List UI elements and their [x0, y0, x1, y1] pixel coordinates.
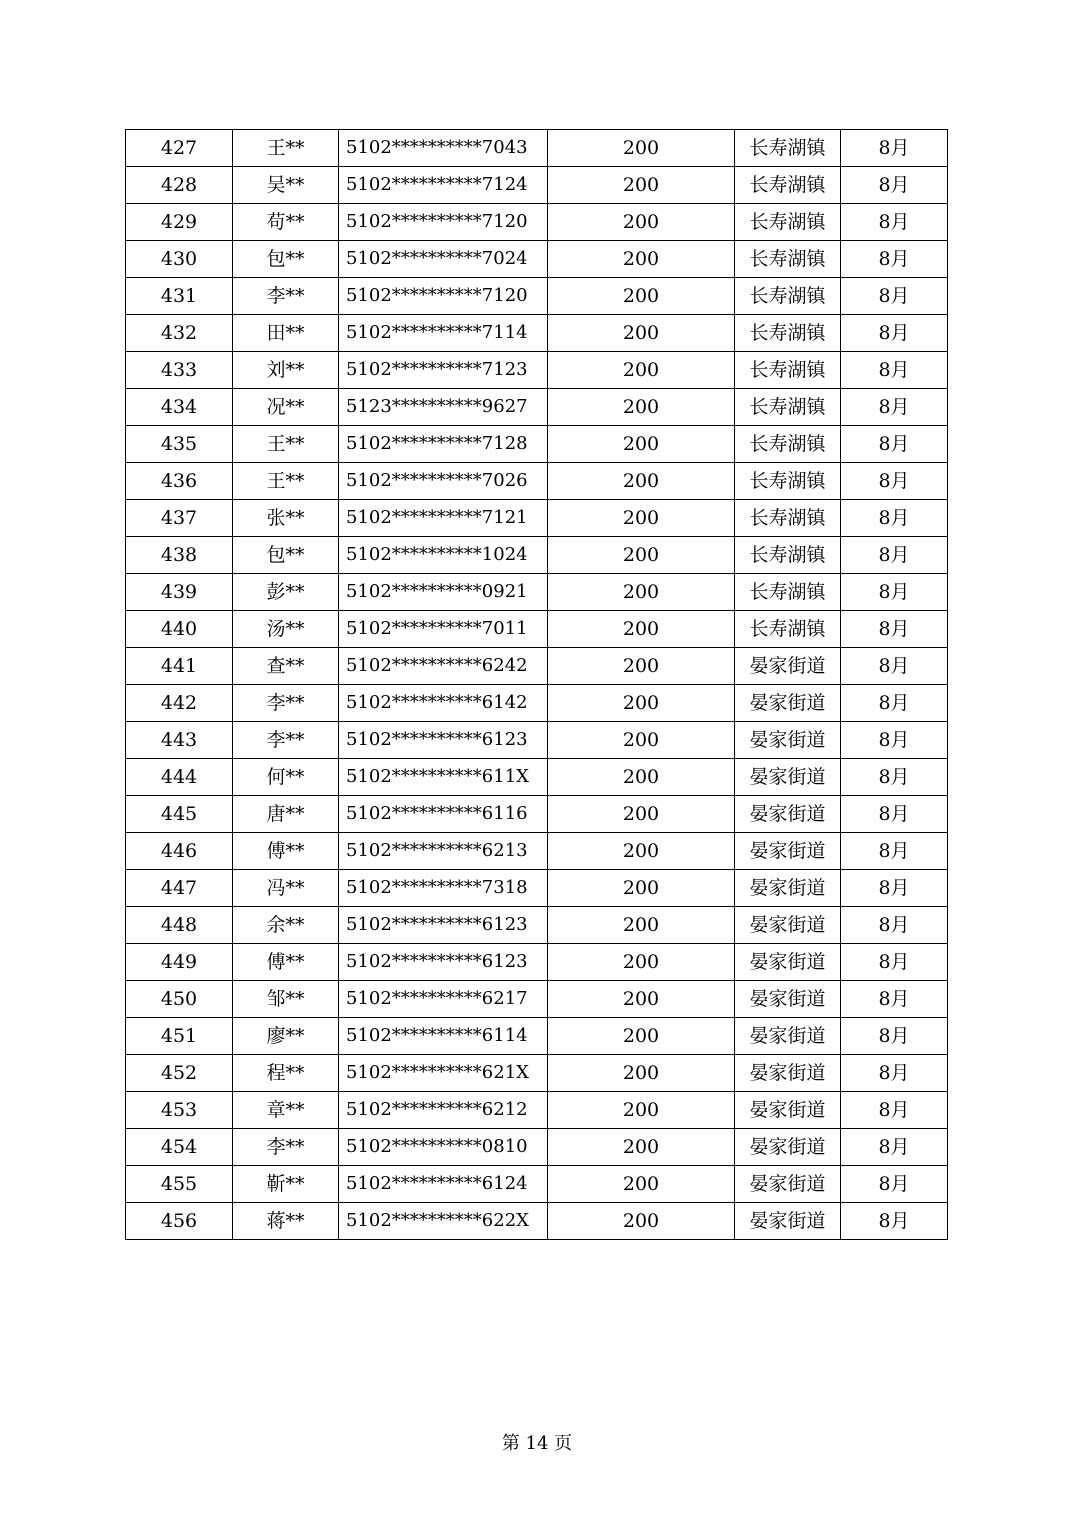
cell-name: 况**: [233, 389, 339, 426]
cell-name: 汤**: [233, 611, 339, 648]
cell-amount: 200: [548, 796, 735, 833]
cell-id-number: 5102**********6123: [339, 722, 548, 759]
cell-amount: 200: [548, 648, 735, 685]
cell-serial-number: 434: [126, 389, 233, 426]
cell-name: 程**: [233, 1055, 339, 1092]
table-row: [126, 1055, 948, 1092]
cell-area: 长寿湖镇: [735, 611, 841, 648]
cell-month: 8月: [841, 944, 948, 981]
cell-serial-number: 456: [126, 1203, 233, 1240]
table-row: [126, 944, 948, 981]
cell-name: 余**: [233, 907, 339, 944]
cell-amount: 200: [548, 167, 735, 204]
table-row: [126, 685, 948, 722]
cell-id-number: 5102**********6217: [339, 981, 548, 1018]
cell-area: 长寿湖镇: [735, 389, 841, 426]
cell-serial-number: 429: [126, 204, 233, 241]
cell-amount: 200: [548, 315, 735, 352]
cell-serial-number: 446: [126, 833, 233, 870]
cell-area: 晏家街道: [735, 981, 841, 1018]
cell-serial-number: 447: [126, 870, 233, 907]
cell-area: 长寿湖镇: [735, 426, 841, 463]
table-row: [126, 870, 948, 907]
cell-amount: 200: [548, 352, 735, 389]
cell-id-number: 5102**********6116: [339, 796, 548, 833]
cell-id-number: 5102**********7114: [339, 315, 548, 352]
cell-id-number: 5102**********6123: [339, 907, 548, 944]
cell-id-number: 5102**********7120: [339, 204, 548, 241]
cell-amount: 200: [548, 500, 735, 537]
cell-month: 8月: [841, 1129, 948, 1166]
cell-name: 李**: [233, 1129, 339, 1166]
cell-serial-number: 438: [126, 537, 233, 574]
cell-name: 刘**: [233, 352, 339, 389]
table-row: [126, 722, 948, 759]
cell-month: 8月: [841, 167, 948, 204]
cell-area: 长寿湖镇: [735, 130, 841, 167]
cell-serial-number: 454: [126, 1129, 233, 1166]
cell-serial-number: 455: [126, 1166, 233, 1203]
cell-area: 晏家街道: [735, 1055, 841, 1092]
page-number: 第 14 页: [501, 1433, 573, 1454]
cell-id-number: 5102**********1024: [339, 537, 548, 574]
cell-month: 8月: [841, 833, 948, 870]
cell-serial-number: 439: [126, 574, 233, 611]
table-row: [126, 611, 948, 648]
cell-serial-number: 427: [126, 130, 233, 167]
cell-area: 晏家街道: [735, 1092, 841, 1129]
cell-name: 李**: [233, 278, 339, 315]
cell-id-number: 5102**********7121: [339, 500, 548, 537]
cell-name: 张**: [233, 500, 339, 537]
cell-amount: 200: [548, 389, 735, 426]
cell-amount: 200: [548, 907, 735, 944]
cell-serial-number: 445: [126, 796, 233, 833]
cell-month: 8月: [841, 722, 948, 759]
cell-serial-number: 430: [126, 241, 233, 278]
cell-area: 晏家街道: [735, 1018, 841, 1055]
cell-serial-number: 450: [126, 981, 233, 1018]
table-row: [126, 796, 948, 833]
table-row: [126, 907, 948, 944]
cell-name: 靳**: [233, 1166, 339, 1203]
cell-month: 8月: [841, 1055, 948, 1092]
cell-amount: 200: [548, 278, 735, 315]
cell-name: 廖**: [233, 1018, 339, 1055]
cell-month: 8月: [841, 130, 948, 167]
table-row: [126, 204, 948, 241]
cell-area: 晏家街道: [735, 833, 841, 870]
table-row: [126, 1092, 948, 1129]
cell-id-number: 5102**********7120: [339, 278, 548, 315]
table-row: [126, 241, 948, 278]
cell-amount: 200: [548, 204, 735, 241]
cell-amount: 200: [548, 426, 735, 463]
cell-month: 8月: [841, 389, 948, 426]
cell-area: 晏家街道: [735, 759, 841, 796]
cell-name: 何**: [233, 759, 339, 796]
cell-month: 8月: [841, 685, 948, 722]
cell-id-number: 5102**********7318: [339, 870, 548, 907]
cell-area: 晏家街道: [735, 944, 841, 981]
cell-area: 晏家街道: [735, 1166, 841, 1203]
cell-id-number: 5102**********7026: [339, 463, 548, 500]
cell-id-number: 5102**********6124: [339, 1166, 548, 1203]
table-row: [126, 352, 948, 389]
cell-serial-number: 437: [126, 500, 233, 537]
table-row: [126, 1129, 948, 1166]
cell-amount: 200: [548, 1018, 735, 1055]
table-row: [126, 500, 948, 537]
cell-name: 李**: [233, 722, 339, 759]
cell-month: 8月: [841, 1203, 948, 1240]
cell-name: 邹**: [233, 981, 339, 1018]
table-row: [126, 130, 948, 167]
cell-amount: 200: [548, 1129, 735, 1166]
cell-id-number: 5102**********6142: [339, 685, 548, 722]
cell-month: 8月: [841, 907, 948, 944]
cell-amount: 200: [548, 611, 735, 648]
cell-month: 8月: [841, 981, 948, 1018]
cell-area: 长寿湖镇: [735, 352, 841, 389]
table-row: [126, 981, 948, 1018]
cell-serial-number: 436: [126, 463, 233, 500]
cell-area: 长寿湖镇: [735, 278, 841, 315]
cell-name: 蒋**: [233, 1203, 339, 1240]
table-row: [126, 1018, 948, 1055]
cell-name: 苟**: [233, 204, 339, 241]
cell-name: 包**: [233, 537, 339, 574]
cell-month: 8月: [841, 426, 948, 463]
cell-area: 长寿湖镇: [735, 204, 841, 241]
cell-area: 长寿湖镇: [735, 537, 841, 574]
cell-area: 晏家街道: [735, 722, 841, 759]
cell-amount: 200: [548, 574, 735, 611]
cell-amount: 200: [548, 759, 735, 796]
cell-area: 晏家街道: [735, 1129, 841, 1166]
cell-serial-number: 435: [126, 426, 233, 463]
cell-serial-number: 440: [126, 611, 233, 648]
cell-serial-number: 442: [126, 685, 233, 722]
table-row: [126, 315, 948, 352]
cell-area: 晏家街道: [735, 685, 841, 722]
cell-month: 8月: [841, 1092, 948, 1129]
cell-name: 吴**: [233, 167, 339, 204]
cell-serial-number: 431: [126, 278, 233, 315]
cell-name: 李**: [233, 685, 339, 722]
cell-id-number: 5102**********7011: [339, 611, 548, 648]
cell-area: 晏家街道: [735, 796, 841, 833]
cell-month: 8月: [841, 204, 948, 241]
cell-area: 长寿湖镇: [735, 574, 841, 611]
cell-name: 王**: [233, 130, 339, 167]
cell-month: 8月: [841, 611, 948, 648]
cell-month: 8月: [841, 648, 948, 685]
table-row: [126, 167, 948, 204]
cell-area: 晏家街道: [735, 907, 841, 944]
cell-name: 查**: [233, 648, 339, 685]
cell-serial-number: 452: [126, 1055, 233, 1092]
cell-serial-number: 448: [126, 907, 233, 944]
cell-month: 8月: [841, 870, 948, 907]
cell-area: 长寿湖镇: [735, 167, 841, 204]
table-row: [126, 574, 948, 611]
cell-serial-number: 441: [126, 648, 233, 685]
cell-month: 8月: [841, 241, 948, 278]
cell-serial-number: 449: [126, 944, 233, 981]
cell-month: 8月: [841, 463, 948, 500]
cell-name: 王**: [233, 426, 339, 463]
cell-id-number: 5102**********6213: [339, 833, 548, 870]
roster-table: [125, 129, 948, 1240]
cell-serial-number: 433: [126, 352, 233, 389]
cell-month: 8月: [841, 796, 948, 833]
cell-month: 8月: [841, 315, 948, 352]
cell-amount: 200: [548, 130, 735, 167]
cell-id-number: 5102**********7124: [339, 167, 548, 204]
cell-name: 彭**: [233, 574, 339, 611]
cell-amount: 200: [548, 1166, 735, 1203]
cell-name: 包**: [233, 241, 339, 278]
table-row: [126, 759, 948, 796]
cell-id-number: 5102**********621X: [339, 1055, 548, 1092]
cell-amount: 200: [548, 1055, 735, 1092]
cell-area: 晏家街道: [735, 648, 841, 685]
cell-id-number: 5102**********611X: [339, 759, 548, 796]
cell-area: 长寿湖镇: [735, 241, 841, 278]
cell-id-number: 5102**********6123: [339, 944, 548, 981]
cell-amount: 200: [548, 463, 735, 500]
cell-month: 8月: [841, 537, 948, 574]
cell-month: 8月: [841, 278, 948, 315]
cell-id-number: 5102**********622X: [339, 1203, 548, 1240]
cell-amount: 200: [548, 944, 735, 981]
cell-name: 章**: [233, 1092, 339, 1129]
cell-amount: 200: [548, 1203, 735, 1240]
cell-month: 8月: [841, 352, 948, 389]
table-row: [126, 463, 948, 500]
cell-month: 8月: [841, 500, 948, 537]
cell-month: 8月: [841, 574, 948, 611]
cell-amount: 200: [548, 685, 735, 722]
cell-month: 8月: [841, 759, 948, 796]
cell-id-number: 5102**********0810: [339, 1129, 548, 1166]
table-row: [126, 1203, 948, 1240]
cell-serial-number: 453: [126, 1092, 233, 1129]
table-row: [126, 833, 948, 870]
cell-id-number: 5102**********7043: [339, 130, 548, 167]
table-row: [126, 648, 948, 685]
cell-name: 唐**: [233, 796, 339, 833]
roster-table-body: [126, 130, 948, 1240]
cell-name: 傅**: [233, 944, 339, 981]
cell-amount: 200: [548, 833, 735, 870]
cell-month: 8月: [841, 1018, 948, 1055]
cell-amount: 200: [548, 981, 735, 1018]
cell-serial-number: 443: [126, 722, 233, 759]
cell-amount: 200: [548, 722, 735, 759]
cell-id-number: 5102**********0921: [339, 574, 548, 611]
cell-name: 田**: [233, 315, 339, 352]
cell-serial-number: 444: [126, 759, 233, 796]
cell-area: 晏家街道: [735, 1203, 841, 1240]
cell-area: 长寿湖镇: [735, 315, 841, 352]
cell-id-number: 5102**********6242: [339, 648, 548, 685]
table-row: [126, 389, 948, 426]
cell-area: 长寿湖镇: [735, 463, 841, 500]
cell-area: 长寿湖镇: [735, 500, 841, 537]
table-row: [126, 1166, 948, 1203]
cell-name: 王**: [233, 463, 339, 500]
cell-serial-number: 432: [126, 315, 233, 352]
table-row: [126, 537, 948, 574]
table-row: [126, 278, 948, 315]
cell-name: 傅**: [233, 833, 339, 870]
cell-amount: 200: [548, 1092, 735, 1129]
cell-amount: 200: [548, 870, 735, 907]
cell-area: 晏家街道: [735, 870, 841, 907]
table-row: [126, 426, 948, 463]
cell-serial-number: 451: [126, 1018, 233, 1055]
cell-month: 8月: [841, 1166, 948, 1203]
cell-id-number: 5102**********6114: [339, 1018, 548, 1055]
cell-amount: 200: [548, 537, 735, 574]
cell-id-number: 5102**********7123: [339, 352, 548, 389]
cell-id-number: 5102**********6212: [339, 1092, 548, 1129]
cell-amount: 200: [548, 241, 735, 278]
cell-id-number: 5123**********9627: [339, 389, 548, 426]
cell-serial-number: 428: [126, 167, 233, 204]
cell-name: 冯**: [233, 870, 339, 907]
cell-id-number: 5102**********7024: [339, 241, 548, 278]
cell-id-number: 5102**********7128: [339, 426, 548, 463]
